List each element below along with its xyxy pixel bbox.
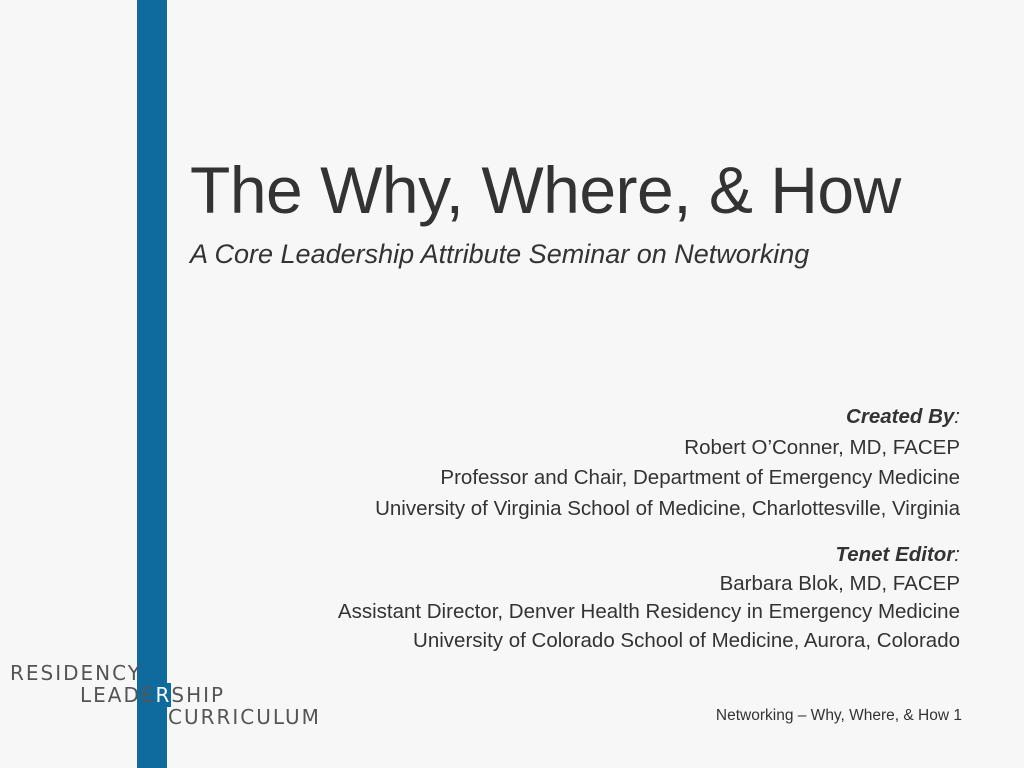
residency-leadership-curriculum-logo	[0, 660, 330, 730]
slide-footer: Networking – Why, Where, & How 1	[715, 707, 962, 724]
logo-er-highlight: R	[155, 683, 172, 707]
tenet-editor-label: Tenet Editor	[835, 543, 955, 566]
credits-spacer	[338, 524, 960, 541]
editor-name: Barbara Blok, MD, FACEP	[719, 571, 960, 595]
created-by-heading	[338, 402, 960, 433]
logo-line-curriculum: CURRICULUM	[168, 705, 321, 729]
slide-subtitle: A Core Leadership Attribute Seminar on Networking	[190, 239, 810, 269]
accent-bar	[137, 0, 167, 768]
tenet-editor-colon: :	[954, 543, 960, 566]
logo-leadership-suffix: SHIP	[171, 683, 226, 707]
logo-line-residency: RESIDENCY	[10, 661, 142, 685]
tenet-editor-heading	[338, 541, 960, 570]
creator-institution: University of Virginia School of Medicine, Charlottesville, Virginia	[375, 496, 960, 520]
logo-leadership-prefix: LEADE	[80, 683, 156, 707]
creator-name: Robert O’Conner, MD, FACEP	[684, 435, 960, 459]
editor-role: Assistant Director, Denver Health Residency in Emergency Medicine	[337, 600, 960, 623]
created-by-label: Created By	[846, 405, 955, 428]
editor-institution: University of Colorado School of Medicine, Aurora, Colorado	[413, 628, 960, 652]
creator-role: Professor and Chair, Department of Emergency Medicine	[440, 466, 960, 489]
slide-title: The Why, Where, & How	[190, 153, 901, 227]
created-by-colon: :	[954, 405, 960, 428]
credits-block	[338, 402, 960, 655]
logo-line-leadership	[80, 684, 225, 706]
